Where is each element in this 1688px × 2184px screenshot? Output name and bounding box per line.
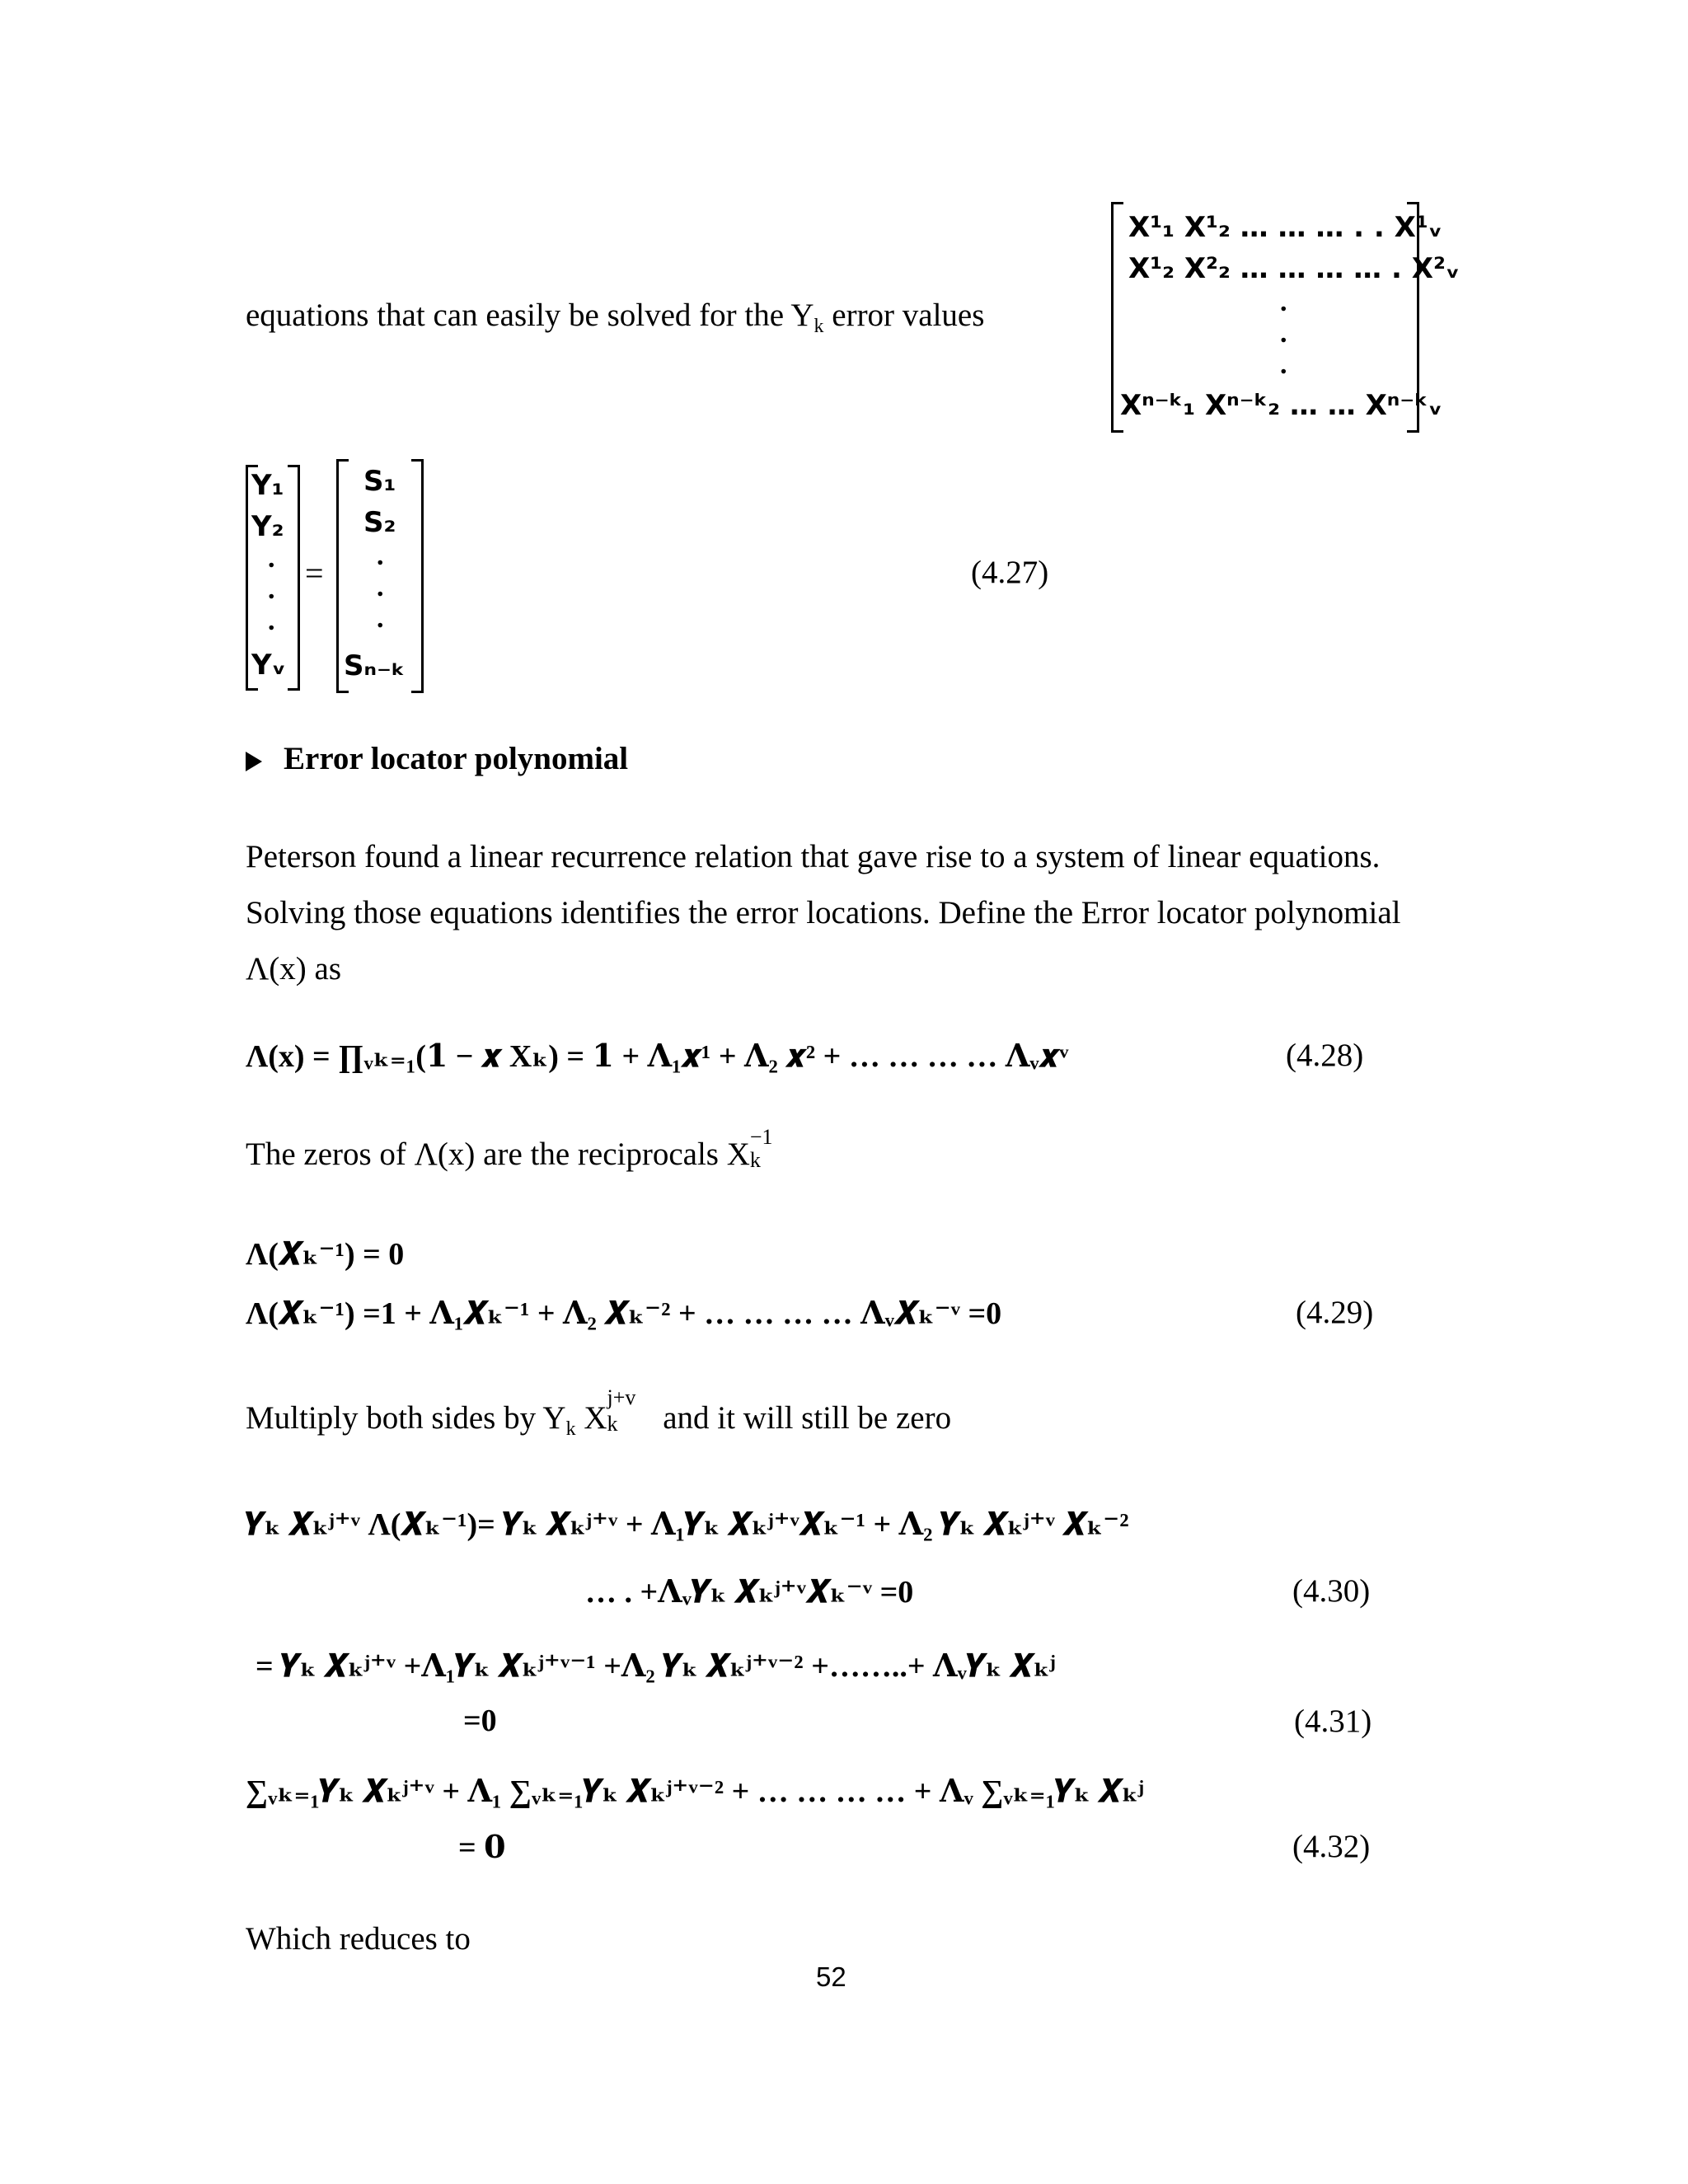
- s-vector-entry-1: S₁: [363, 465, 396, 498]
- x-matrix-row-2: X¹₂ X²₂ … … … … . X²ᵥ: [1128, 252, 1460, 285]
- equation-4-32-line-1: ∑ᵥₖ₌₁𝒀ₖ 𝑿ₖʲ⁺ᵛ + 𝚲₁ ∑ᵥₖ₌₁𝒀ₖ 𝑿ₖʲ⁺ᵛ⁻² + … … … … + 𝚲ᵥ ∑ᵥₖ₌₁𝒀ₖ 𝑿ₖʲ: [246, 1774, 1144, 1809]
- eq-number-4-29: (4.29): [1296, 1295, 1374, 1330]
- multiply-line: Multiply both sides by $Y_k$ X j+v k and it will still be zero: [246, 1385, 952, 1440]
- section-heading: Error locator polynomial: [246, 740, 628, 779]
- matrix-equals-sign: =: [305, 555, 324, 592]
- zeros-line: The zeros of Λ(x) are the reciprocals X −1 k: [246, 1125, 773, 1172]
- equation-4-31-line-1: = 𝒀ₖ 𝑿ₖʲ⁺ᵛ +𝚲₁𝒀ₖ 𝑿ₖʲ⁺ᵛ⁻¹ +𝚲₂ 𝒀ₖ 𝑿ₖʲ⁺ᵛ⁻² +……..+ 𝚲ᵥ𝒀ₖ 𝑿ₖʲ: [256, 1649, 1056, 1684]
- equation-4-29-line-2: Λ(𝑿ₖ⁻¹) =1 + 𝚲₁𝑿ₖ⁻¹ + 𝚲₂ 𝑿ₖ⁻² + … … … … 𝚲ᵥ𝑿ₖ⁻ᵛ =0: [246, 1296, 1002, 1331]
- x-matrix-vdots: . . .: [1280, 287, 1287, 380]
- equation-4-31-line-2: =0: [463, 1704, 497, 1738]
- equation-4-29-line-1: Λ(𝑿ₖ⁻¹) = 0: [246, 1237, 405, 1272]
- intro-line: equations that can easily be solved for the $Y_k$ error values: [246, 298, 985, 337]
- y-vector-entry-1: Y₁: [251, 469, 284, 502]
- s-vector: [336, 462, 424, 691]
- s-vector-entry-last: Sₙ₋ₖ: [344, 649, 406, 682]
- x-matrix-row-last: Xⁿ⁻ᵏ₁ Xⁿ⁻ᵏ₂ … … Xⁿ⁻ᵏᵥ: [1120, 389, 1442, 422]
- y-vector-entry-2: Y₂: [251, 510, 284, 543]
- eq-number-4-27: (4.27): [971, 555, 1049, 590]
- equation-4-30-line-2: … . +𝚲ᵥ𝒀ₖ 𝑿ₖʲ⁺ᵛ𝑿ₖ⁻ᵛ =0: [585, 1575, 914, 1610]
- eq-number-4-30: (4.30): [1292, 1573, 1371, 1609]
- eq-number-4-31: (4.31): [1294, 1704, 1372, 1739]
- closing-line: Which reduces to: [246, 1921, 471, 1957]
- s-vector-vdots: . . .: [377, 541, 384, 634]
- equation-4-28: Λ(x) = ∏ᵥₖ₌₁(𝟏 − 𝒙 Xₖ) = 𝟏 + 𝚲₁𝒙¹ + 𝚲₂ 𝒙² + … … … … 𝚲ᵥ𝒙ᵛ: [246, 1039, 1069, 1074]
- eq-number-4-28: (4.28): [1286, 1038, 1364, 1073]
- s-vector-entry-2: S₂: [363, 506, 396, 539]
- y-vector-vdots: . . .: [268, 543, 275, 636]
- equation-4-32-line-2: = 𝟎: [458, 1830, 506, 1865]
- eq-number-4-32: (4.32): [1292, 1829, 1371, 1864]
- y-vector: [246, 467, 300, 688]
- equation-4-30-line-1: 𝒀ₖ 𝑿ₖʲ⁺ᵛ Λ(𝑿ₖ⁻¹)= 𝒀ₖ 𝑿ₖʲ⁺ᵛ + 𝚲₁𝒀ₖ 𝑿ₖʲ⁺ᵛ𝑿ₖ⁻¹ + 𝚲₂ 𝒀ₖ 𝑿ₖʲ⁺ᵛ 𝑿ₖ⁻²: [246, 1507, 1129, 1542]
- x-matrix-row-1: X¹₁ X¹₂ … … … . . X¹ᵥ: [1128, 211, 1442, 244]
- y-vector-entry-last: Yᵥ: [251, 649, 286, 682]
- body-paragraph: Peterson found a linear recurrence relation that gave rise to a system of linear equations. Solving those equations identifies the error locations. Define the Error locator polynomial Λ(x) as: [246, 839, 1401, 987]
- page-number: 52: [816, 1961, 846, 1992]
- x-matrix: [1111, 204, 1460, 430]
- arrow-bullet-icon: [246, 752, 262, 771]
